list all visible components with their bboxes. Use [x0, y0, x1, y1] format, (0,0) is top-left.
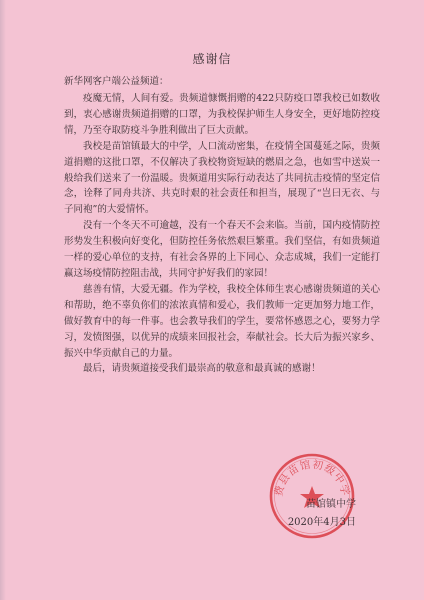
letter-signature: 苗馆镇中学: [306, 499, 356, 510]
letter-paragraph: 最后，请贵频道接受我们最崇高的敬意和最真诚的感谢！: [83, 363, 321, 375]
letter-body: [64, 91, 380, 377]
seal-text: 费县苗馆初级中学: [272, 458, 352, 498]
letter-title: 感谢信: [192, 52, 232, 66]
letter-salutation: 新华网客户端公益频道：: [64, 76, 169, 87]
letter-paragraph: 疫魔无情，人间有爱。贵频道慷慨捐赠的422只防疫口罩我校已如数收到，衷心感谢贵频道捐赠的口罩，为我校保护师生人身安全，更好地防控疫情，乃至夺取防疫斗争胜利做出了巨大贡献。: [64, 93, 380, 136]
paper-edge: [0, 0, 6, 600]
letter-paragraph: 慈善有情，大爱无疆。作为学校，我校全体师生衷心感谢贵频道的关心和帮助，绝不辜负你们的浓浓真情和爱心，我们教师一定更加努力地工作，做好教育中的每一件事。也会教导我们的学生，要常怀感恩之心，要努力学习，发愤图强，以优异的成绩来回报社会，奉献社会。长大后为振兴家乡、振兴中华贡献自己的力量。: [64, 283, 380, 359]
letter-date: 2020年4月3日: [287, 517, 356, 528]
letter-paragraph: 我校是苗馆镇最大的中学，人口流动密集，在疫情全国蔓延之际，贵频道捐赠的这批口罩，不仅解决了我校物资短缺的燃眉之急，也如雪中送炭一般给我们送来了一份温暖。贵频道用实际行动表达了共同抗击疫情的坚定信念，诠释了同舟共济、共克时艰的社会责任和担当，展现了“岂曰无衣、与子同袍”的大爱情怀。: [64, 140, 380, 216]
letter-paragraph: 没有一个冬天不可逾越，没有一个春天不会来临。当前，国内疫情防控形势发生积极向好变化，但防控任务依然艰巨繁重。我们坚信，有如贵频道一样的爱心单位的支持，有社会各界的上下同心、众志成城，我们一定能打赢这场疫情防控阻击战，共同守护好我们的家园！: [64, 220, 380, 279]
